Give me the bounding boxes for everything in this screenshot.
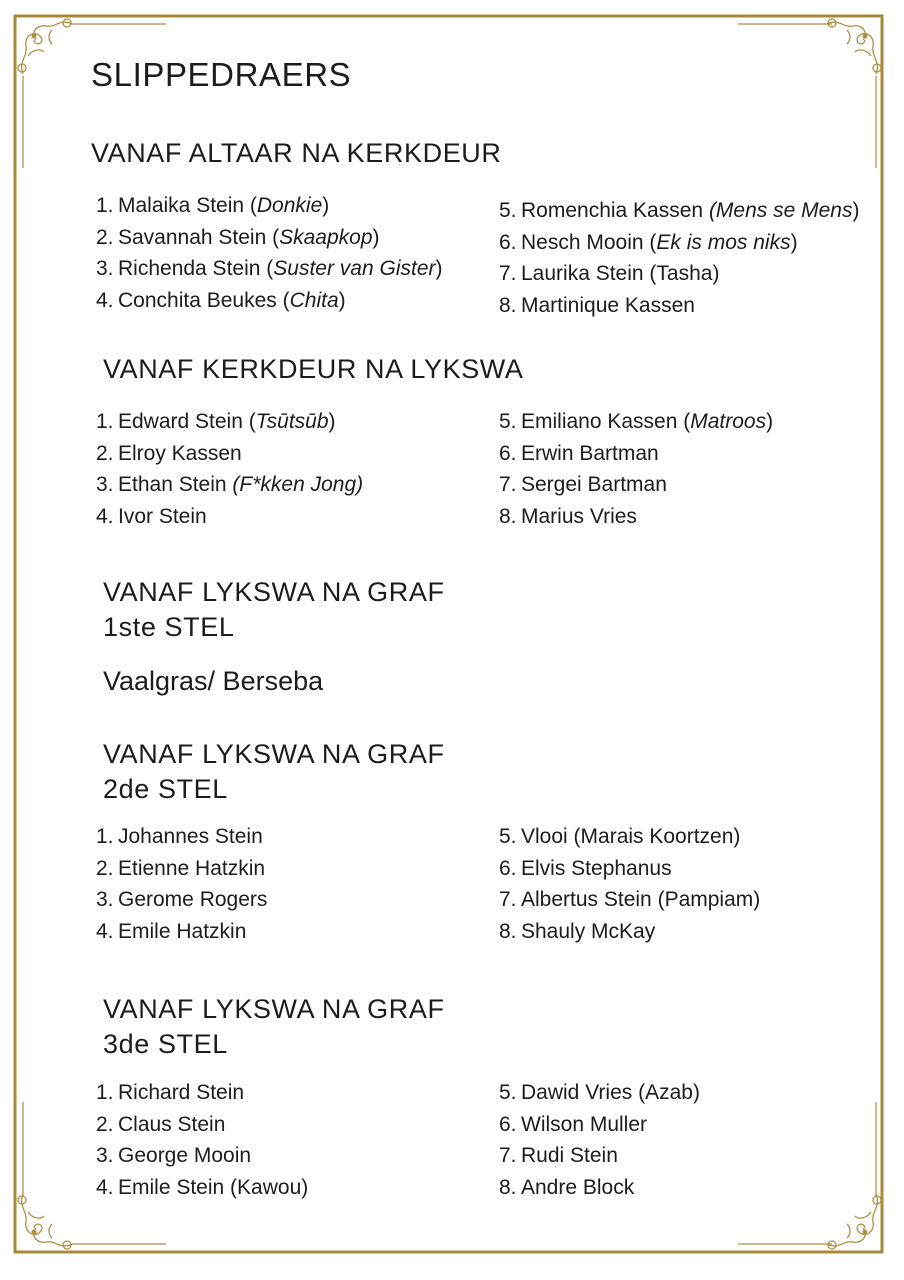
pallbearer-list-left — [96, 406, 363, 533]
item-name: Etienne Hatzkin — [118, 856, 266, 880]
list-item — [96, 469, 363, 501]
item-number: 6. — [499, 1112, 517, 1136]
item-number: 4. — [96, 920, 114, 944]
item-name: Claus Stein — [118, 1112, 226, 1136]
list-item — [96, 1140, 308, 1172]
item-name: Johannes Stein — [118, 825, 263, 848]
item-name: Erwin Bartman — [521, 441, 659, 465]
item-number: 8. — [499, 294, 517, 318]
item-nickname: Tsūtsūb — [255, 410, 329, 433]
item-number: 6. — [499, 856, 517, 880]
item-name: Elvis Stephanus — [521, 856, 672, 880]
item-number: 3. — [96, 473, 114, 497]
item-name: Laurika Stein (Tasha) — [521, 262, 720, 286]
list-item — [499, 1109, 700, 1141]
list-item — [499, 469, 773, 501]
heading-line: VANAF ALTAAR NA KERKDEUR — [91, 138, 502, 168]
item-number: 5. — [499, 410, 517, 433]
heading-line: VANAF KERKDEUR NA LYKSWA — [103, 354, 524, 384]
place-text: Vaalgras/ Berseba — [103, 666, 324, 696]
list-item — [499, 884, 760, 916]
list-item — [499, 258, 859, 290]
item-paren: ) — [852, 199, 860, 222]
corner-flourish-bl-icon — [18, 1194, 72, 1249]
item-nickname: Suster van Gister — [273, 257, 436, 281]
item-number: 6. — [499, 230, 517, 254]
item-paren: ) — [372, 225, 380, 249]
item-name: Ethan Stein — [118, 473, 233, 497]
list-item — [499, 853, 760, 885]
item-number: 7. — [499, 1144, 517, 1168]
pallbearer-list-right — [499, 821, 760, 948]
list-item — [96, 406, 363, 438]
corner-flourish-tr-icon — [827, 19, 881, 74]
list-item — [499, 290, 859, 322]
item-name: Romenchia Kassen — [521, 199, 709, 222]
section-heading-kerkdeur-lykswa — [103, 352, 524, 387]
list-item — [96, 1109, 308, 1141]
item-paren: ) — [328, 410, 336, 433]
item-name: Elroy Kassen — [118, 441, 242, 465]
pallbearer-list-left — [96, 1077, 308, 1204]
section-heading-graf-2de-stel — [103, 737, 445, 807]
list-item — [96, 285, 443, 317]
item-nickname: Matroos — [690, 410, 767, 433]
item-number: 2. — [96, 856, 114, 880]
item-number: 5. — [499, 1081, 517, 1104]
heading-line: VANAF LYKSWA NA GRAF — [103, 994, 445, 1024]
item-number: 2. — [96, 1112, 114, 1136]
item-number: 1. — [96, 194, 114, 217]
item-number: 2. — [96, 441, 114, 465]
list-item — [499, 1172, 700, 1204]
item-name: Dawid Vries (Azab) — [521, 1081, 700, 1104]
item-number: 4. — [96, 289, 114, 313]
item-number: 3. — [96, 257, 114, 281]
list-item — [96, 821, 267, 853]
item-number: 8. — [499, 1176, 517, 1200]
list-item — [96, 501, 363, 533]
list-item — [96, 853, 267, 885]
item-name: Emile Hatzkin — [118, 920, 247, 944]
list-item — [499, 501, 773, 533]
item-name: Richenda Stein ( — [118, 257, 274, 281]
pallbearer-list-left — [96, 190, 443, 317]
pallbearer-list-left — [96, 821, 267, 948]
item-paren: ) — [338, 289, 346, 313]
item-nickname: Donkie — [256, 194, 323, 217]
item-name: Emile Stein (Kawou) — [118, 1176, 309, 1200]
item-paren: ) — [766, 410, 774, 433]
page-title: SLIPPEDRAERS — [91, 56, 352, 93]
item-nickname: Skaapkop — [279, 225, 373, 249]
item-name: Ivor Stein — [118, 505, 207, 529]
item-paren: ) — [322, 194, 330, 217]
item-name: Albertus Stein (Pampiam) — [521, 888, 761, 912]
list-item — [96, 190, 443, 222]
item-name: Edward Stein ( — [118, 410, 256, 433]
item-number: 1. — [96, 1081, 114, 1104]
item-name: Andre Block — [521, 1176, 635, 1200]
list-item — [499, 406, 773, 438]
list-item — [96, 253, 443, 285]
section-heading-graf-1ste-stel — [103, 575, 445, 645]
item-paren: ) — [790, 230, 798, 254]
heading-subline: 2de STEL — [103, 774, 228, 804]
list-item — [499, 821, 760, 853]
heading-line: VANAF LYKSWA NA GRAF — [103, 739, 445, 769]
item-number: 3. — [96, 888, 114, 912]
list-item — [499, 1140, 700, 1172]
corner-flourish-icon — [18, 19, 72, 74]
section-heading-graf-3de-stel — [103, 992, 445, 1062]
item-name: George Mooin — [118, 1144, 252, 1168]
pallbearer-list-right — [499, 195, 859, 322]
item-name: Malaika Stein ( — [118, 194, 257, 217]
list-item — [499, 195, 859, 227]
item-number: 3. — [96, 1144, 114, 1168]
item-number: 4. — [96, 505, 114, 529]
list-item — [499, 227, 859, 259]
item-name: Martinique Kassen — [521, 294, 695, 318]
item-name: Rudi Stein — [521, 1144, 618, 1168]
item-number: 4. — [96, 1176, 114, 1200]
item-number: 5. — [499, 199, 517, 222]
item-number: 5. — [499, 825, 517, 848]
list-item — [96, 916, 267, 948]
heading-line: VANAF LYKSWA NA GRAF — [103, 577, 445, 607]
item-nickname: (Mens se Mens — [708, 199, 853, 222]
item-number: 8. — [499, 505, 517, 529]
list-item — [96, 1077, 308, 1109]
heading-subline: 1ste STEL — [103, 612, 235, 642]
item-nickname: (F*kken Jong) — [232, 473, 364, 497]
item-number: 2. — [96, 225, 114, 249]
item-name: Savannah Stein ( — [118, 225, 280, 249]
list-item — [499, 916, 760, 948]
list-item — [96, 222, 443, 254]
item-number: 7. — [499, 262, 517, 286]
pallbearer-list-right — [499, 406, 773, 533]
item-number: 6. — [499, 441, 517, 465]
item-nickname: Ek is mos niks — [656, 230, 791, 254]
list-item — [96, 438, 363, 470]
item-name: Conchita Beukes ( — [118, 289, 290, 313]
item-number: 7. — [499, 888, 517, 912]
item-name: Emiliano Kassen ( — [521, 410, 691, 433]
list-item — [96, 1172, 308, 1204]
item-name: Gerome Rogers — [118, 888, 268, 912]
item-name: Richard Stein — [118, 1081, 245, 1104]
section-heading-altaar-kerkdeur — [91, 136, 502, 171]
item-number: 1. — [96, 410, 114, 433]
item-name: Wilson Muller — [521, 1112, 648, 1136]
item-number: 8. — [499, 920, 517, 944]
item-name: Nesch Mooin ( — [521, 230, 657, 254]
list-item — [499, 438, 773, 470]
item-paren: ) — [435, 257, 443, 281]
item-number: 1. — [96, 825, 114, 848]
list-item — [499, 1077, 700, 1109]
item-nickname: Chita — [289, 289, 339, 313]
item-number: 7. — [499, 473, 517, 497]
item-name: Sergei Bartman — [521, 473, 667, 497]
list-item — [96, 884, 267, 916]
item-name: Shauly McKay — [521, 920, 656, 944]
corner-flourish-br-icon — [827, 1194, 881, 1249]
item-name: Vlooi (Marais Koortzen) — [521, 825, 741, 848]
heading-subline: 3de STEL — [103, 1029, 228, 1059]
pallbearer-list-right — [499, 1077, 700, 1204]
item-name: Marius Vries — [521, 505, 637, 529]
